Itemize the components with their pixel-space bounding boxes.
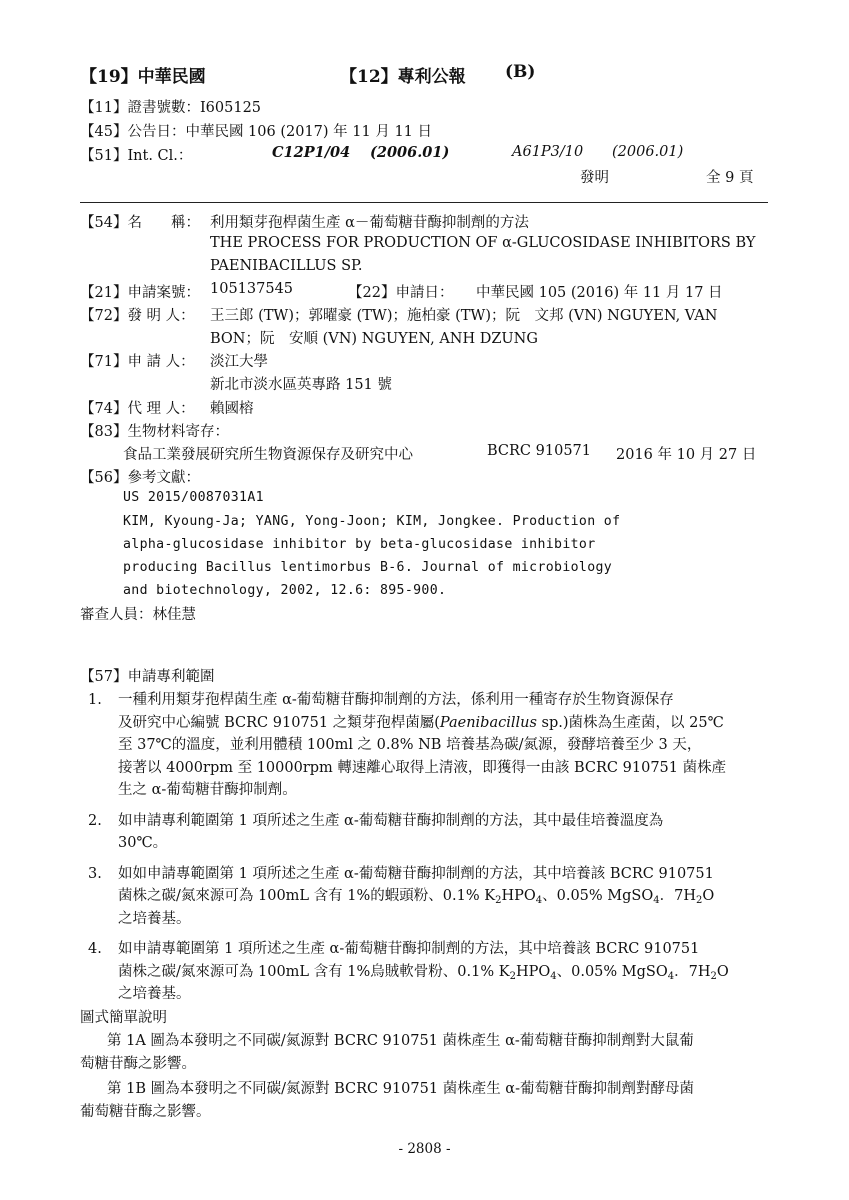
kind-code: (B) xyxy=(505,62,536,82)
certificate-value: I605125 xyxy=(199,100,262,116)
application-date: 中華民國 105 (2016) 年 11 月 17 日 xyxy=(476,285,723,301)
publication-value: 中華民國 106 (2017) 年 11 月 11 日 xyxy=(185,124,433,140)
subscript: 4 xyxy=(653,895,660,906)
claim-text: 菌株之碳/氮來源可為 100mL 含有 1%的蝦頭粉、0.1% K xyxy=(118,888,496,904)
agent-label: 【74】代 理 人： xyxy=(80,401,195,417)
deposit-institute: 食品工業發展研究所生物資源保存及研究中心 xyxy=(123,447,413,463)
claim-line xyxy=(118,908,770,931)
claim-number: 2. xyxy=(88,812,102,829)
deposit-code: BCRC 910571 xyxy=(487,443,591,459)
subscript: 4 xyxy=(535,895,543,906)
examiner: 審查人員：林佳慧 xyxy=(80,607,196,623)
claims-list xyxy=(80,689,770,1014)
intcl-date-1: (2006.01) xyxy=(370,144,450,161)
inventors-label: 【72】發 明 人： xyxy=(80,308,195,324)
intcl-code-1: C12P1/04 xyxy=(272,144,351,161)
claim-text: O xyxy=(716,963,729,980)
claim-text: 、0.05% MgSO xyxy=(542,888,654,904)
inventors-line-2: BON；阮 安順 (VN) NGUYEN, ANH DZUNG xyxy=(210,331,538,347)
claim-line xyxy=(118,961,770,984)
applicant-name: 淡江大學 xyxy=(210,354,268,370)
application-number-label: 【21】申請案號： xyxy=(80,285,200,301)
title-english-line-2: PAENIBACILLUS SP. xyxy=(210,258,363,274)
subscript: 4 xyxy=(667,970,675,982)
application-date-label: 【22】申請日： xyxy=(348,285,454,301)
claim-line xyxy=(118,734,770,757)
genus-name: Paenibacillus xyxy=(439,714,537,731)
title-chinese: 利用類芽孢桿菌生產 α－葡萄糖苷酶抑制劑的方法 xyxy=(210,215,529,231)
application-number: 105137545 xyxy=(210,281,294,297)
claim-line xyxy=(118,983,770,1006)
claim-line xyxy=(118,689,770,712)
agent-name: 賴國榕 xyxy=(210,401,254,417)
claim-text: 之培養基。 xyxy=(118,910,191,927)
claim-text: 及研究中心編號 BCRC 910751 之類芽孢桿菌屬( xyxy=(118,714,440,731)
claim-line xyxy=(118,863,770,886)
page-number: - 2808 - xyxy=(398,1141,451,1157)
references-label: 【56】參考文獻： xyxy=(80,470,200,486)
claim-4 xyxy=(80,938,770,1006)
reference-line: producing Bacillus lentimorbus B-6. Journal of microbiology xyxy=(123,560,613,575)
claim-line xyxy=(118,757,770,780)
claim-line xyxy=(118,938,770,961)
figure-1b-description-line-1: 第 1B 圖為本發明之不同碳/氮源對 BCRC 910751 菌株產生 α-葡萄糖苷酶抑制劑對酵母菌 xyxy=(107,1081,694,1097)
applicant-label: 【71】申 請 人： xyxy=(80,354,195,370)
claim-line xyxy=(118,885,770,908)
claim-2 xyxy=(80,810,770,855)
country-label: 【19】中華民國 xyxy=(80,67,206,87)
certificate-label: 【11】證書號數： xyxy=(80,100,200,116)
claim-text: HPO xyxy=(501,888,536,904)
figure-1a-description-line-1: 第 1A 圖為本發明之不同碳/氮源對 BCRC 910751 菌株產生 α-葡萄糖苷酶抑制劑對大鼠葡 xyxy=(107,1033,694,1049)
intcl-label: 【51】Int. Cl.： xyxy=(80,148,193,164)
claims-heading: 【57】申請專利範圍 xyxy=(80,669,215,685)
figures-heading: 圖式簡單說明 xyxy=(80,1010,167,1026)
subscript: 2 xyxy=(695,895,703,906)
claim-text: 30℃。 xyxy=(118,835,168,851)
claim-text: 如如申請專範圍第 1 項所述之生產 α-葡萄糖苷酶抑制劑的方法，其中培養該 BCRC 910751 xyxy=(118,865,714,882)
claim-text: 之培養基。 xyxy=(118,986,191,1002)
subscript: 2 xyxy=(495,895,502,906)
subscript: 2 xyxy=(509,970,516,982)
claim-text: 接著以 4000rpm 至 10000rpm 轉速離心取得上清液，即獲得一由該 BCRC 910751 菌株產 xyxy=(118,759,727,776)
figure-1a-description-line-2: 萄糖苷酶之影響。 xyxy=(80,1056,196,1072)
claim-text: sp.)菌株為生產菌，以 25℃ xyxy=(536,714,724,731)
claim-text: 至 37℃的溫度，並利用體積 100ml 之 0.8% NB 培養基為碳/氮源，發酵培養至少 3 天， xyxy=(118,737,702,753)
claim-number: 1. xyxy=(88,692,102,708)
reference-line: alpha-glucosidase inhibitor by beta-glucosidase inhibitor xyxy=(123,537,596,552)
claim-line xyxy=(118,712,770,735)
claim-text: 菌株之碳/氮來源可為 100mL 含有 1%烏賊軟骨粉、0.1% K xyxy=(118,963,510,980)
reference-line: and biotechnology, 2002, 12.6: 895-900. xyxy=(123,583,447,598)
reference-line: KIM, Kyoung-Ja; YANG, Yong-Joon; KIM, Jongkee. Production of xyxy=(123,514,621,529)
claim-text: 、0.05% MgSO xyxy=(556,963,668,980)
title-label: 【54】名 稱： xyxy=(80,215,200,231)
claim-3 xyxy=(80,863,770,931)
inventors-line-1: 王三郎 (TW)；郭曜豪 (TW)；施柏豪 (TW)；阮 文邦 (VN) NGUYEN, VAN xyxy=(210,308,718,324)
claim-line xyxy=(118,810,770,833)
claim-1 xyxy=(80,689,770,802)
applicant-address: 新北市淡水區英專路 151 號 xyxy=(210,377,392,393)
claim-text: O xyxy=(702,888,715,904)
deposit-date: 2016 年 10 月 27 日 xyxy=(616,447,757,463)
claim-number: 3. xyxy=(88,865,102,882)
intcl-code-2: A61P3/10 xyxy=(512,144,584,160)
page-count: 全 9 頁 xyxy=(706,170,754,186)
claim-text: ．7H xyxy=(674,963,711,980)
claim-text: ．7H xyxy=(659,888,696,904)
claim-text: 如申請專利範圍第 1 項所述之生產 α-葡萄糖苷酶抑制劑的方法，其中最佳培養溫度為 xyxy=(118,812,664,829)
claim-line xyxy=(118,779,770,802)
publication-label: 【45】公告日： xyxy=(80,124,186,140)
publication-date xyxy=(80,120,432,141)
claim-text: HPO xyxy=(515,963,551,980)
claim-text: 一種利用類芽孢桿菌生產 α-葡萄糖苷酶抑制劑的方法，係利用一種寄存於生物資源保存 xyxy=(118,692,674,708)
document-type: 【12】專利公報 xyxy=(340,67,466,87)
deposit-label: 【83】生物材料寄存： xyxy=(80,424,229,440)
claim-number: 4. xyxy=(88,941,102,957)
subscript: 4 xyxy=(550,970,557,982)
header-divider xyxy=(80,202,768,203)
claim-line xyxy=(118,832,770,855)
claim-text: 生之 α-葡萄糖苷酶抑制劑。 xyxy=(118,782,297,798)
subscript: 2 xyxy=(710,970,717,982)
intcl-date-2: (2006.01) xyxy=(612,144,684,160)
reference-line: US 2015/0087031A1 xyxy=(123,490,264,505)
patent-type: 發明 xyxy=(580,170,609,186)
claim-text: 如申請專範圍第 1 項所述之生產 α-葡萄糖苷酶抑制劑的方法，其中培養該 BCRC 910751 xyxy=(118,941,700,957)
certificate-number xyxy=(80,96,261,117)
title-english-line-1: THE PROCESS FOR PRODUCTION OF α-GLUCOSIDASE INHIBITORS BY xyxy=(210,235,756,251)
figure-1b-description-line-2: 葡萄糖苷酶之影響。 xyxy=(80,1104,211,1120)
